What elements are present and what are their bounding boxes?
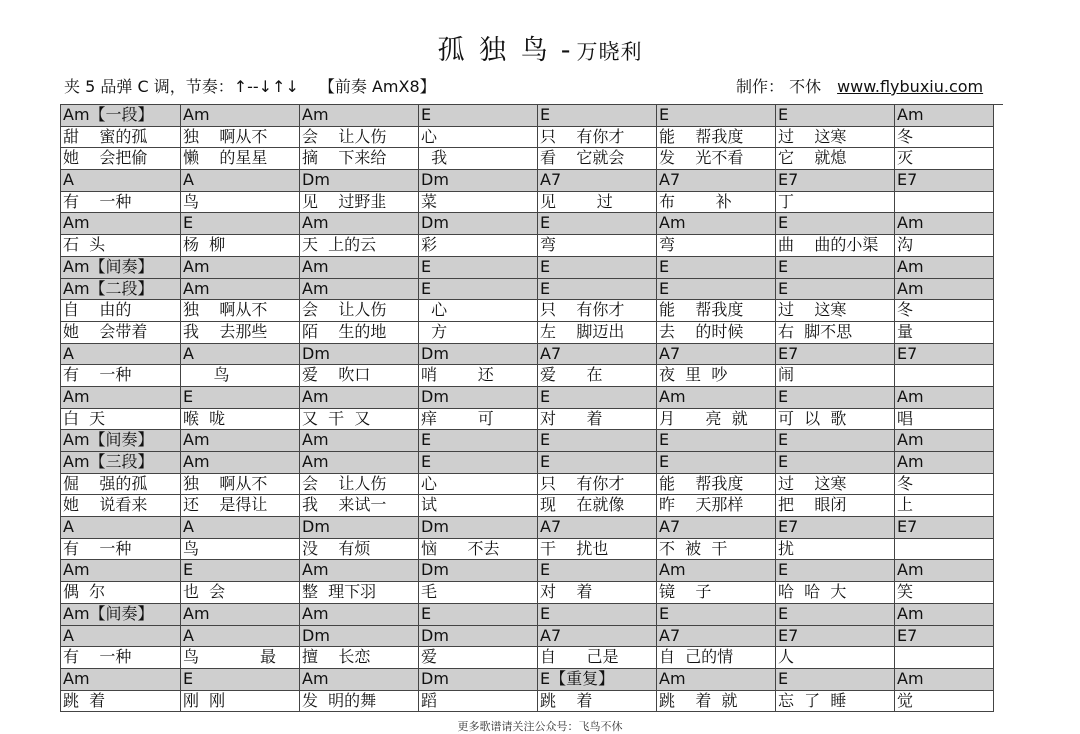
- chord-row: [61, 604, 1003, 626]
- lyric-row: [61, 365, 1003, 387]
- lyric-cell: 爱: [419, 647, 538, 669]
- chord-cell: Am: [300, 387, 419, 409]
- chord-cell: E: [657, 430, 776, 452]
- lyric-cell: 我 来试一: [300, 495, 419, 517]
- chord-cell: Dm: [419, 387, 538, 409]
- lyric-cell: 又 干 又: [300, 409, 419, 431]
- chord-cell: E7: [895, 626, 994, 648]
- chord-row: [61, 257, 1003, 279]
- chord-cell: Am: [181, 430, 300, 452]
- chord-cell: E: [538, 560, 657, 582]
- lyric-cell: 沟: [895, 235, 994, 257]
- lyric-cell: 会 让人伤: [300, 300, 419, 322]
- lyric-cell: 我 去那些: [181, 322, 300, 344]
- chord-cell: E: [181, 213, 300, 235]
- credit: [736, 77, 983, 97]
- chord-cell: Am: [657, 560, 776, 582]
- lyric-cell: 夜 里 吵: [657, 365, 776, 387]
- lyric-cell: 曲 曲的小渠: [776, 235, 895, 257]
- chord-cell: Am: [181, 279, 300, 301]
- chord-cell: Am: [300, 669, 419, 691]
- lyric-cell: 彩: [419, 235, 538, 257]
- lyric-cell: 独 啊从不: [181, 127, 300, 149]
- chord-cell: Am: [300, 452, 419, 474]
- lyric-cell: 哨 还: [419, 365, 538, 387]
- lyric-row: [61, 539, 1003, 561]
- lyric-cell: 心: [419, 300, 538, 322]
- lyric-cell: 懒 的星星: [181, 148, 300, 170]
- chord-cell: A7: [538, 344, 657, 366]
- chord-cell: Am: [895, 430, 994, 452]
- chord-cell: E: [776, 669, 895, 691]
- lyric-cell: 自 己是: [538, 647, 657, 669]
- chord-cell: Am: [300, 560, 419, 582]
- chord-cell: E: [657, 257, 776, 279]
- chord-cell: A: [61, 344, 181, 366]
- lyric-cell: 镜 子: [657, 582, 776, 604]
- lyric-cell: 恼 不去: [419, 539, 538, 561]
- lyric-cell: 对 着: [538, 582, 657, 604]
- lyric-cell: 过 这寒: [776, 300, 895, 322]
- chord-cell: Am: [300, 257, 419, 279]
- chord-cell: A7: [657, 626, 776, 648]
- chord-cell: E: [181, 387, 300, 409]
- chord-row: [61, 105, 1003, 127]
- chord-cell: Am【间奏】: [61, 257, 181, 279]
- website-link[interactable]: www.flybuxiu.com: [837, 77, 984, 96]
- lyric-row: [61, 192, 1003, 214]
- chord-cell: Am: [895, 669, 994, 691]
- lyric-row: [61, 582, 1003, 604]
- lyric-cell: 冬: [895, 474, 994, 496]
- lyric-cell: 有 一种: [61, 539, 181, 561]
- chord-cell: Am【二段】: [61, 279, 181, 301]
- chord-cell: Am: [657, 387, 776, 409]
- chord-cell: Dm: [419, 560, 538, 582]
- chord-cell: E: [181, 560, 300, 582]
- lyric-cell: 方: [419, 322, 538, 344]
- chord-cell: Am【间奏】: [61, 604, 181, 626]
- playing-info: [64, 77, 436, 97]
- lyric-cell: 冬: [895, 300, 994, 322]
- lyric-cell: 心: [419, 127, 538, 149]
- lyric-cell: [895, 365, 994, 387]
- chord-row: [61, 560, 1003, 582]
- lyric-cell: 她 说看来: [61, 495, 181, 517]
- lyric-cell: 干 扰也: [538, 539, 657, 561]
- lyric-cell: [895, 539, 994, 561]
- chord-row: [61, 170, 1003, 192]
- chord-cell: A: [61, 170, 181, 192]
- lyric-cell: 对 着: [538, 409, 657, 431]
- chord-row: [61, 279, 1003, 301]
- lyric-cell: 独 啊从不: [181, 474, 300, 496]
- lyric-cell: [895, 192, 994, 214]
- chord-cell: Am: [895, 279, 994, 301]
- lyric-cell: 有 一种: [61, 192, 181, 214]
- lyric-row: [61, 495, 1003, 517]
- chord-cell: A: [181, 170, 300, 192]
- chord-cell: E: [776, 430, 895, 452]
- chord-cell: A7: [538, 626, 657, 648]
- chord-cell: E: [181, 669, 300, 691]
- chord-cell: E: [657, 105, 776, 127]
- chord-cell: A: [61, 517, 181, 539]
- lyric-cell: 会 让人伤: [300, 474, 419, 496]
- lyric-cell: 鸟: [181, 365, 300, 387]
- chord-cell: Am: [895, 452, 994, 474]
- chord-row: [61, 517, 1003, 539]
- chord-cell: E: [776, 213, 895, 235]
- chord-cell: E: [776, 560, 895, 582]
- chord-row: [61, 387, 1003, 409]
- song-title: [0, 34, 1080, 69]
- chord-cell: E: [419, 430, 538, 452]
- lyric-cell: 独 啊从不: [181, 300, 300, 322]
- chord-cell: E: [419, 105, 538, 127]
- chord-cell: A: [181, 626, 300, 648]
- lyric-cell: 我: [419, 148, 538, 170]
- chord-row: [61, 213, 1003, 235]
- lyric-cell: 去 的时候: [657, 322, 776, 344]
- lyric-cell: 还 是得让: [181, 495, 300, 517]
- capo-rhythm-text: 夹 5 品弹 C 调，节奏：↑--↓↑↓: [64, 77, 299, 96]
- lyric-row: [61, 300, 1003, 322]
- chord-cell: E7: [895, 170, 994, 192]
- lyric-cell: 觉: [895, 691, 994, 713]
- chord-cell: Dm: [300, 344, 419, 366]
- lyric-cell: 蹈: [419, 691, 538, 713]
- lyric-cell: 白 天: [61, 409, 181, 431]
- chord-cell: A7: [657, 170, 776, 192]
- title-separator: -: [560, 35, 571, 66]
- lyric-cell: 鸟: [181, 192, 300, 214]
- lyric-cell: [895, 647, 994, 669]
- lyric-cell: 灭: [895, 148, 994, 170]
- lyric-cell: 喉 咙: [181, 409, 300, 431]
- chord-cell: Am: [300, 430, 419, 452]
- lyric-cell: 鸟: [181, 539, 300, 561]
- chord-cell: Am: [61, 560, 181, 582]
- lyric-row: [61, 322, 1003, 344]
- chord-cell: E7: [776, 517, 895, 539]
- chord-row: [61, 344, 1003, 366]
- lyric-cell: 上: [895, 495, 994, 517]
- lyric-cell: 量: [895, 322, 994, 344]
- chord-cell: Dm: [300, 170, 419, 192]
- lyric-cell: 有 一种: [61, 647, 181, 669]
- chord-cell: E: [538, 279, 657, 301]
- chord-cell: Am: [300, 279, 419, 301]
- lyric-row: [61, 647, 1003, 669]
- lyric-cell: 它 就熄: [776, 148, 895, 170]
- chord-cell: Am: [895, 604, 994, 626]
- lyric-cell: 陌 生的地: [300, 322, 419, 344]
- artist-name: 万晓利: [576, 40, 643, 64]
- lyric-cell: 笑: [895, 582, 994, 604]
- footer-note: 更多歌谱请关注公众号：飞鸟不休: [457, 720, 623, 733]
- chord-cell: Am: [181, 257, 300, 279]
- chord-cell: E: [657, 279, 776, 301]
- lyric-cell: 哈 哈 大: [776, 582, 895, 604]
- lyric-cell: 见 过野韭: [300, 192, 419, 214]
- chord-cell: A7: [657, 344, 776, 366]
- song-name: 孤 独 鸟: [437, 35, 551, 66]
- lyric-cell: 不 被 干: [657, 539, 776, 561]
- lyric-cell: 杨 柳: [181, 235, 300, 257]
- chord-cell: Am: [895, 387, 994, 409]
- chord-cell: Am: [181, 604, 300, 626]
- lyric-cell: 发 光不看: [657, 148, 776, 170]
- chord-cell: A: [181, 344, 300, 366]
- lyric-cell: 能 帮我度: [657, 127, 776, 149]
- chord-cell: E【重复】: [538, 669, 657, 691]
- lyric-cell: 菜: [419, 192, 538, 214]
- lyric-cell: 右 脚不思: [776, 322, 895, 344]
- chord-cell: A7: [538, 170, 657, 192]
- chord-cell: Am【一段】: [61, 105, 181, 127]
- lyric-cell: 能 帮我度: [657, 474, 776, 496]
- chord-row: [61, 430, 1003, 452]
- chord-cell: Am: [895, 257, 994, 279]
- chord-cell: E: [657, 452, 776, 474]
- lyric-cell: 忘 了 睡: [776, 691, 895, 713]
- lyric-cell: 也 会: [181, 582, 300, 604]
- lyric-cell: 扰: [776, 539, 895, 561]
- lyric-cell: 丁: [776, 192, 895, 214]
- lyric-cell: 发 明的舞: [300, 691, 419, 713]
- lyric-cell: 把 眼闭: [776, 495, 895, 517]
- lyric-row: [61, 235, 1003, 257]
- lyric-cell: 爱 在: [538, 365, 657, 387]
- chord-cell: Am: [657, 669, 776, 691]
- chord-row: [61, 669, 1003, 691]
- chord-cell: A: [181, 517, 300, 539]
- lyric-cell: 鸟 最: [181, 647, 300, 669]
- lyric-cell: 自 己的情: [657, 647, 776, 669]
- lyric-cell: 弯: [657, 235, 776, 257]
- chord-cell: E: [538, 452, 657, 474]
- chord-cell: E: [419, 604, 538, 626]
- lyric-cell: 人: [776, 647, 895, 669]
- lyric-cell: 弯: [538, 235, 657, 257]
- chord-cell: Dm: [419, 170, 538, 192]
- chord-cell: Am: [657, 213, 776, 235]
- lyric-cell: 只 有你才: [538, 300, 657, 322]
- lyric-cell: 月 亮 就: [657, 409, 776, 431]
- lyric-cell: 摘 下来给: [300, 148, 419, 170]
- lyric-cell: 跳 着: [61, 691, 181, 713]
- lyric-cell: 布 补: [657, 192, 776, 214]
- lyric-cell: 能 帮我度: [657, 300, 776, 322]
- credit-text: 制作： 不休: [736, 77, 822, 96]
- lyric-cell: 自 由的: [61, 300, 181, 322]
- chord-cell: Am【三段】: [61, 452, 181, 474]
- prelude-text: 【前奏 AmX8】: [318, 77, 436, 96]
- chord-cell: E: [538, 387, 657, 409]
- chord-cell: E: [419, 257, 538, 279]
- lyric-cell: 只 有你才: [538, 474, 657, 496]
- lyric-cell: 只 有你才: [538, 127, 657, 149]
- lyric-cell: 刚 刚: [181, 691, 300, 713]
- chord-cell: E7: [895, 517, 994, 539]
- lyric-cell: 痒 可: [419, 409, 538, 431]
- chord-cell: E: [538, 213, 657, 235]
- chord-cell: E: [657, 604, 776, 626]
- lyric-cell: 唱: [895, 409, 994, 431]
- chord-cell: E7: [776, 626, 895, 648]
- lyric-cell: 现 在就像: [538, 495, 657, 517]
- lyric-cell: 左 脚迈出: [538, 322, 657, 344]
- lyric-cell: 可 以 歌: [776, 409, 895, 431]
- lyric-cell: 试: [419, 495, 538, 517]
- lyric-cell: 心: [419, 474, 538, 496]
- chord-cell: Am: [895, 560, 994, 582]
- lyric-cell: 她 会带着: [61, 322, 181, 344]
- chord-cell: A7: [538, 517, 657, 539]
- lyric-cell: 冬: [895, 127, 994, 149]
- lyric-cell: 天 上的云: [300, 235, 419, 257]
- chord-cell: E: [538, 604, 657, 626]
- chord-cell: Dm: [300, 517, 419, 539]
- lyric-cell: 过 这寒: [776, 127, 895, 149]
- lyric-cell: 会 让人伤: [300, 127, 419, 149]
- chord-cell: E: [419, 452, 538, 474]
- lyric-cell: 毛: [419, 582, 538, 604]
- lyric-cell: 甜 蜜的孤: [61, 127, 181, 149]
- chord-cell: Am: [61, 213, 181, 235]
- lyric-cell: 闹: [776, 365, 895, 387]
- chord-sheet-table: [60, 104, 1003, 712]
- chord-cell: E: [419, 279, 538, 301]
- lyric-cell: 整 理下羽: [300, 582, 419, 604]
- chord-cell: Dm: [419, 517, 538, 539]
- chord-cell: Dm: [419, 669, 538, 691]
- lyric-cell: 石 头: [61, 235, 181, 257]
- chord-cell: E7: [895, 344, 994, 366]
- chord-cell: Am: [61, 669, 181, 691]
- chord-cell: Am【间奏】: [61, 430, 181, 452]
- chord-row: [61, 626, 1003, 648]
- chord-cell: Am: [895, 105, 994, 127]
- lyric-cell: 没 有烦: [300, 539, 419, 561]
- lyric-cell: 倔 强的孤: [61, 474, 181, 496]
- chord-cell: Dm: [419, 344, 538, 366]
- lyric-row: [61, 691, 1003, 713]
- chord-cell: Am: [181, 452, 300, 474]
- lyric-row: [61, 127, 1003, 149]
- lyric-cell: 偶 尔: [61, 582, 181, 604]
- chord-cell: Am: [181, 105, 300, 127]
- chord-cell: Am: [300, 105, 419, 127]
- lyric-cell: 有 一种: [61, 365, 181, 387]
- chord-cell: E: [776, 279, 895, 301]
- chord-cell: Dm: [300, 626, 419, 648]
- chord-cell: E: [776, 604, 895, 626]
- lyric-cell: 擅 长恋: [300, 647, 419, 669]
- chord-cell: E: [776, 452, 895, 474]
- chord-cell: E: [776, 387, 895, 409]
- lyric-cell: 看 它就会: [538, 148, 657, 170]
- chord-cell: Dm: [419, 213, 538, 235]
- chord-cell: E: [776, 257, 895, 279]
- chord-cell: Am: [61, 387, 181, 409]
- chord-row: [61, 452, 1003, 474]
- chord-cell: Am: [895, 213, 994, 235]
- lyric-cell: 过 这寒: [776, 474, 895, 496]
- lyric-cell: 她 会把偷: [61, 148, 181, 170]
- chord-cell: Am: [300, 604, 419, 626]
- chord-cell: Am: [300, 213, 419, 235]
- lyric-row: [61, 474, 1003, 496]
- lyric-cell: 昨 天那样: [657, 495, 776, 517]
- chord-cell: A7: [657, 517, 776, 539]
- chord-cell: E: [538, 430, 657, 452]
- lyric-cell: 见 过: [538, 192, 657, 214]
- lyric-row: [61, 148, 1003, 170]
- chord-cell: E: [776, 105, 895, 127]
- lyric-cell: 跳 着 就: [657, 691, 776, 713]
- lyric-cell: 跳 着: [538, 691, 657, 713]
- chord-cell: E: [538, 105, 657, 127]
- lyric-cell: 爱 吹口: [300, 365, 419, 387]
- lyric-row: [61, 409, 1003, 431]
- chord-cell: E7: [776, 344, 895, 366]
- chord-cell: E7: [776, 170, 895, 192]
- chord-cell: E: [538, 257, 657, 279]
- chord-cell: Dm: [419, 626, 538, 648]
- chord-cell: A: [61, 626, 181, 648]
